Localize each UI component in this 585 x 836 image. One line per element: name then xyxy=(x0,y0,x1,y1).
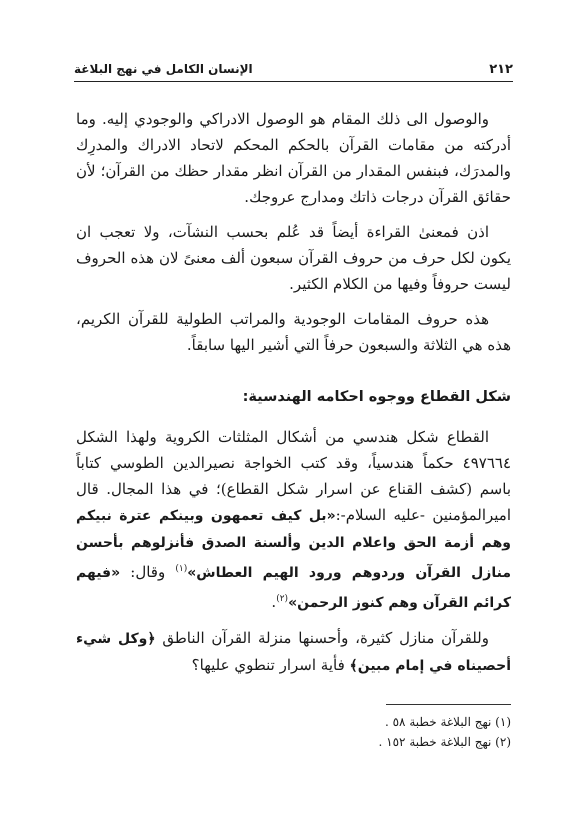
footnote-ref-2: (٢) xyxy=(276,594,289,604)
footnote-ref-1: (١) xyxy=(175,564,188,574)
paragraph-5 xyxy=(76,625,511,679)
page-header xyxy=(74,60,513,82)
footnote-2: (٢) نهج البلاغة خطبة ١٥٢ . xyxy=(378,735,511,749)
footnotes xyxy=(379,712,511,752)
page-body xyxy=(76,106,511,679)
header-rule xyxy=(74,81,513,82)
footnote-rule xyxy=(386,704,511,705)
paragraph-5-intro: وللقرآن منازل كثيرة، وأحسنها منزلة القرآن الناطق xyxy=(155,629,489,647)
paragraph-4-connector: وقال: xyxy=(120,563,176,581)
section-title: شكل القطاع ووجوه احكامه الهندسية: xyxy=(242,389,511,405)
paragraph-5-end: فأية اسرار تنطوي عليها؟ xyxy=(191,656,350,674)
running-title: الإنسان الكامل في نهج البلاغة xyxy=(74,62,253,76)
hadith-quote-1: «بل كيف تعمهون وبينكم عترة نبيكم وهم أزمة الحق واعلام الدين وألسنة الصدق فأنزلوهم بأحسن منازل القرآن وردوهم ورود الهيم العطاش» xyxy=(76,508,511,581)
paragraph-3: هذه حروف المقامات الوجودية والمراتب الطولية للقرآن الكريم، هذه هي الثلاثة والسبعون حرفاً التي أشير اليها سابقاً. xyxy=(76,310,511,354)
paragraph-4 xyxy=(76,424,511,616)
quran-verse: ﴿وكل شيء أحصيناه في إمام مبين﴾ xyxy=(76,631,511,674)
page-number: ٢١٢ xyxy=(489,62,513,77)
paragraph-4-intro: القطاع شكل هندسي من أشكال المثلثات الكروية ولهذا الشكل ٤٩٧٦٦٤ حكماً هندسياً، وقد كتب الخواجة نصيرالدين الطوسي كتاباً باسم (كشف القناع عن اسرار شكل القطاع)؛ في هذا المجال. قال اميرالمؤمنين -عليه السلام-: xyxy=(76,428,511,524)
footnote-1: (١) نهج البلاغة خطبة ٥٨ . xyxy=(384,715,511,729)
hadith-quote-2: «فيهم كرائم القرآن وهم كنوز الرحمن» xyxy=(76,565,511,611)
paragraph-1: والوصول الى ذلك المقام هو الوصول الادراكي والوجودي إليه. وما أدركته من مقامات القرآن بالحكم المحكم لاتحاد الادراك والمدرِك والمدرَك، فبنفس المقدار من القرآن انظر مقدار حظك من القرآن؛ لأن حقائق القرآن درجات ذاتك ومدارج عروجك. xyxy=(76,110,511,206)
paragraph-4-end: . xyxy=(271,593,277,611)
paragraph-2: اذن فمعنىٰ القراءة أيضاً قد عُلم بحسب النشآت، ولا تعجب ان يكون لكل حرف من حروف القرآن سبعون ألف معنىً لان هذه الحروف ليست حروفاً وفيها من الكلام الكثير. xyxy=(76,223,511,293)
